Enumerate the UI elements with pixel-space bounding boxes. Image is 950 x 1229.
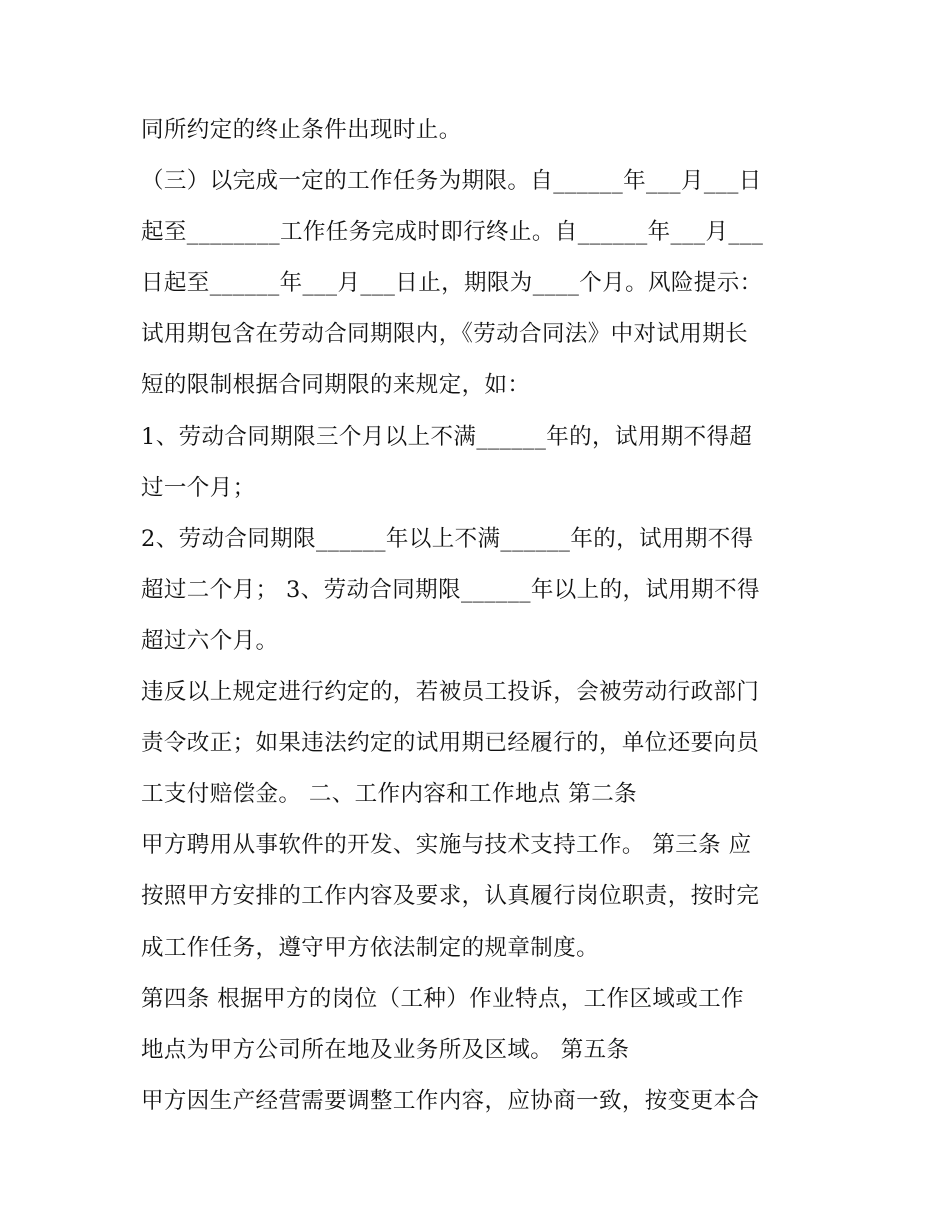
text-line: （三）以完成一定的工作任务为期限。自______年___月___日: [141, 168, 762, 195]
text-line: 违反以上规定进行约定的，若被员工投诉，会被劳动行政部门: [141, 679, 760, 706]
text-line: 地点为甲方公司所在地及业务所及区域。 第五条: [141, 1036, 630, 1063]
text-line: 超过六个月。: [141, 627, 279, 654]
text-line: 工支付赔偿金。 二、工作内容和工作地点 第二条: [141, 781, 638, 808]
text-line: 1、劳动合同期限三个月以上不满______年的，试用期不得超: [141, 423, 753, 450]
text-line: 责令改正；如果违法约定的试用期已经履行的，单位还要向员: [141, 730, 760, 757]
text-line: 按照甲方安排的工作内容及要求，认真履行岗位职责，按时完: [141, 883, 760, 910]
document-body: [141, 105, 831, 1127]
text-line: 甲方聘用从事软件的开发、实施与技术支持工作。 第三条 应: [141, 832, 752, 859]
text-line: 成工作任务，遵守甲方依法制定的规章制度。: [141, 934, 600, 961]
text-line: 第四条 根据甲方的岗位（工种）作业特点，工作区域或工作: [141, 985, 744, 1012]
text-line: 短的限制根据合同期限的来规定，如：: [141, 372, 531, 399]
text-line: 日起至______年___月___日止，期限为____个月。风险提示：: [141, 270, 763, 297]
text-line: 过一个月；: [141, 474, 256, 501]
text-line: 起至________工作任务完成时即行终止。自______年___月___: [141, 219, 764, 246]
text-line: 同所约定的终止条件出现时止。: [141, 117, 462, 143]
text-line: 甲方因生产经营需要调整工作内容，应协商一致，按变更本合: [141, 1087, 760, 1114]
text-line: 超过二个月； 3、劳动合同期限______年以上的，试用期不得: [141, 576, 760, 603]
text-line: 2、劳动合同期限______年以上不满______年的，试用期不得: [141, 525, 754, 552]
text-line: 试用期包含在劳动合同期限内，《劳动合同法》中对试用期长: [141, 321, 749, 348]
